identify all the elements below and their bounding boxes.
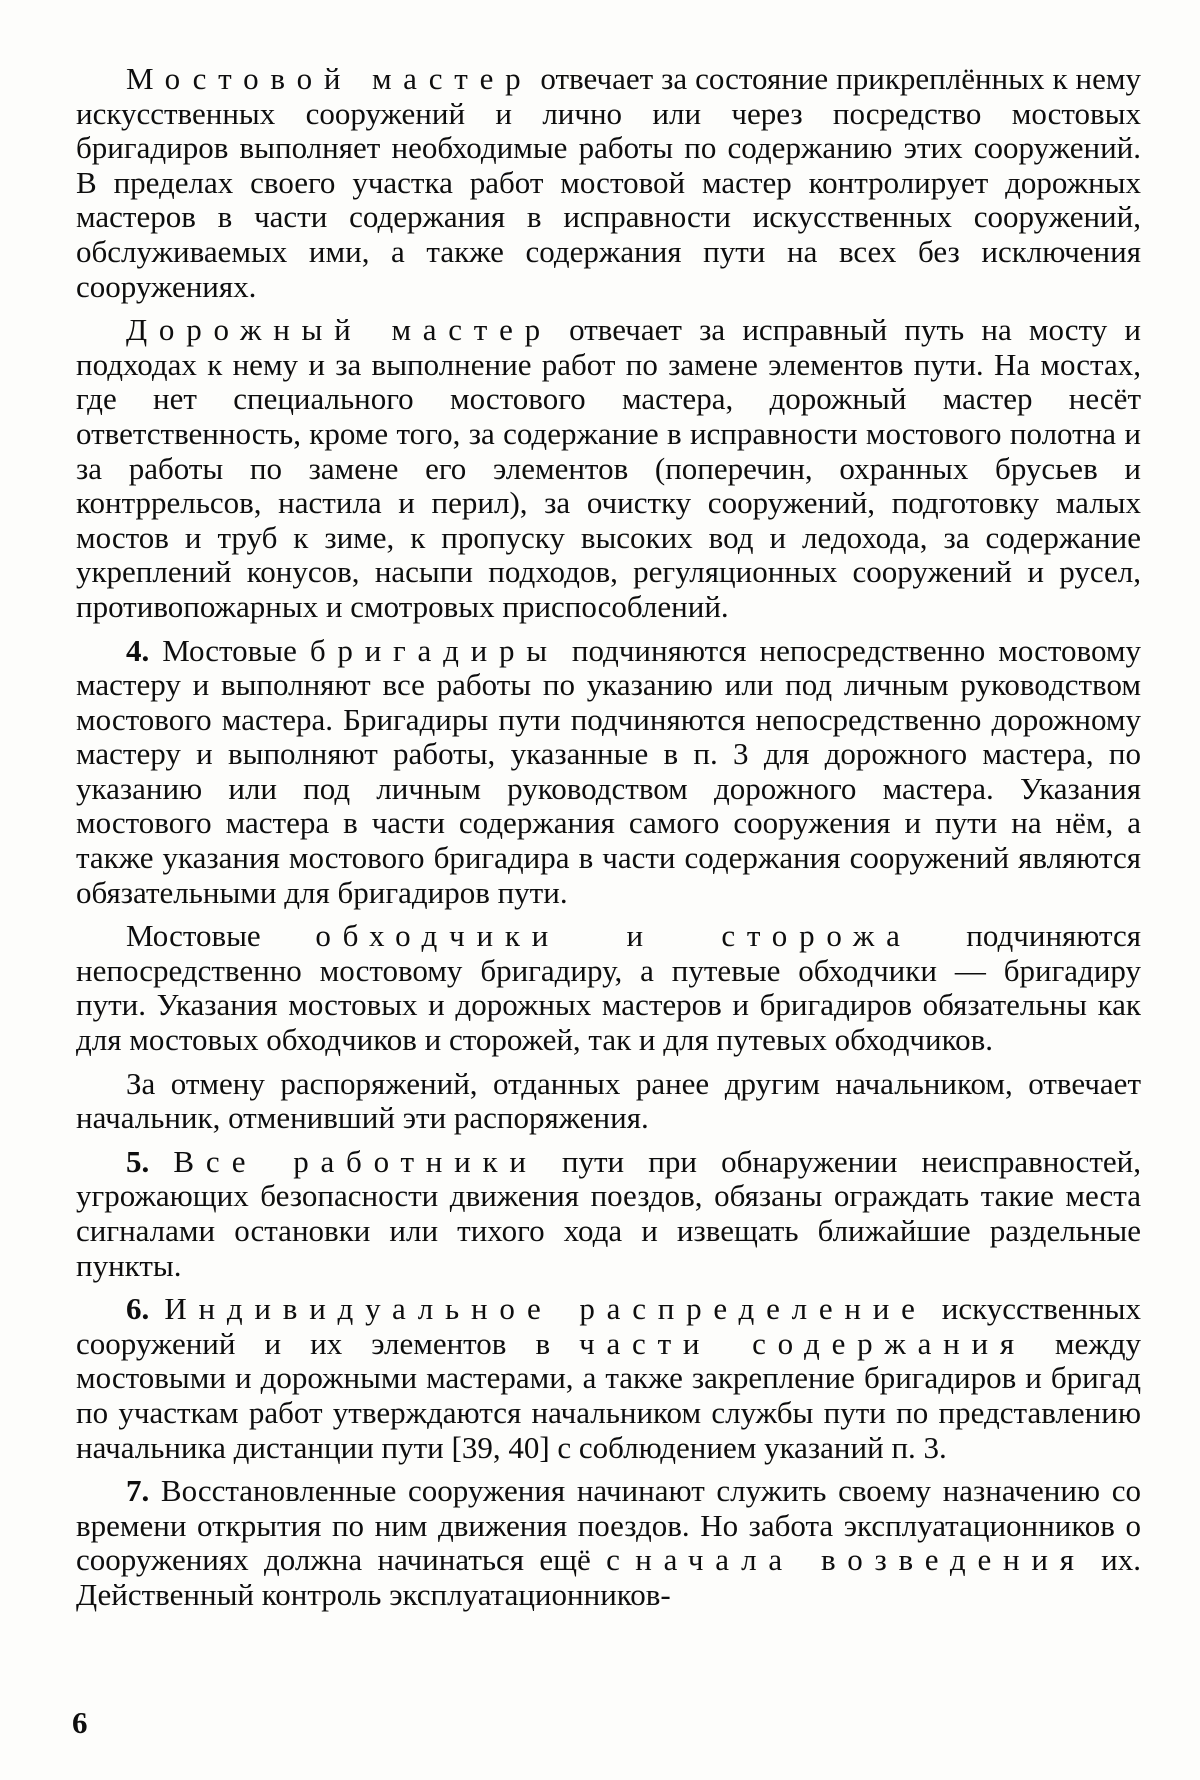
paragraph-patrolmen [76,919,1141,1057]
spaced-term: части содержания [579,1325,1026,1361]
spaced-term: Дорожный мастер [126,312,552,348]
paragraph-text: Восстановленные сооружения начинают служить своему назначению со времени открытия по ним движения поездов. Но забота эксплуатационников о сооружениях должна начинаться ещё с [76,1473,1141,1578]
paragraph-text [149,1144,173,1179]
paragraph-text: За отмену распоряжений, отданных ранее другим начальником, отвечает начальник, отменивший эти распоряжения. [76,1065,1141,1136]
paragraph-text: искусственных сооружений и их элементов в [76,1291,1141,1361]
spaced-term: начала возведения [635,1542,1086,1578]
paragraph-text: подчиняются непосредственно мостовому мастеру и выполняют все работы по указанию или под личным руководством мостового мастера. Бригадиры пути подчиняются непосредственно дорожному мастеру и выполняют работы, указанные в п. 3 для дорожного мастера, по указанию или под личным руководством дорожного мастера. Указания мостового мастера в части содержания самого сооружения и пути на нём, а также указания мостового бригадира в части содержания сооружений являются обязательными для бригадиров пути. [76,632,1142,910]
paragraph-text: их. Действенный контроль эксплуатационников- [76,1542,1142,1612]
section-number: 4. [126,632,150,668]
paragraph-text: отвечает за исправный путь на мосту и подходах к нему и за выполнение работ по замене элементов пути. На мостах, где нет специального мостового мастера, дорожный мастер несёт ответственность, кроме того, за содержание в исправности мостового полотна и за работы по замене его элементов (поперечин, охранных брусьев и контррельсов, настила и перил), за очистку сооружений, подготовку малых мостов и труб к зиме, к пропуску высоких вод и ледохода, за содержание укреплений конусов, насыпи подходов, регуляционных сооружений и русел, противопожарных и смотровых приспособлений. [76,312,1142,624]
paragraph-text: Мостовые [149,632,310,668]
paragraph-text [149,1291,164,1326]
paragraph-text: между мостовыми и дорожными мастерами, а также закрепление бригадиров и бригад по участкам работ утверждаются начальником службы пути по представлению начальника дистанции пути [39, 40] с соблюдением указаний п. 3. [76,1325,1141,1465]
page-number: 6 [72,1705,88,1740]
paragraph-text: отвечает за состояние прикреплённых к нему искусственных сооружений и лично или через посредство мостовых бригадиров выполняет необходимые работы по содержанию этих сооружений. В пределах своего участка работ мостовой мастер контролирует дорожных мастеров в части содержания в исправности искусственных сооружений, обслуживаемых ими, а также содержания пути на всех без исключения сооружениях. [76,61,1141,304]
paragraph-bridge-master [76,62,1141,304]
spaced-term: Все работники [173,1143,538,1179]
paragraph-text: подчиняются непосредственно мостовому бригадиру, а путевые обходчики — бригадиру пути. Указания мостовых и дорожных мастеров и бригадиров обязательны как для мостовых обходчиков и сторожей, так и для путевых обходчиков. [76,918,1141,1058]
section-number: 7. [126,1473,150,1509]
paragraph-7-restored [76,1474,1141,1612]
paragraph-orders [76,1067,1141,1136]
paragraph-6-distribution [76,1292,1141,1465]
spaced-term: Мостовой мастер [126,61,533,96]
section-number: 6. [126,1291,150,1327]
paragraph-text: пути при обнаружении неисправностей, угрожающих безопасности движения поездов, обязаны ограждать такие места сигналами остановки или тихого хода и извещать ближайшие раздельные пункты. [76,1143,1142,1283]
spaced-term: Индивидуальное распределение [164,1291,927,1327]
page-body [76,62,1141,1613]
paragraph-text: Мостовые [126,918,316,954]
paragraph-5-workers [76,1145,1141,1283]
section-number: 5. [126,1143,150,1179]
paragraph-4-brigadiers [76,634,1141,911]
spaced-term: бригадиры [309,632,559,668]
paragraph-track-master [76,313,1141,624]
spaced-term: обходчики и сторожа [315,918,912,954]
